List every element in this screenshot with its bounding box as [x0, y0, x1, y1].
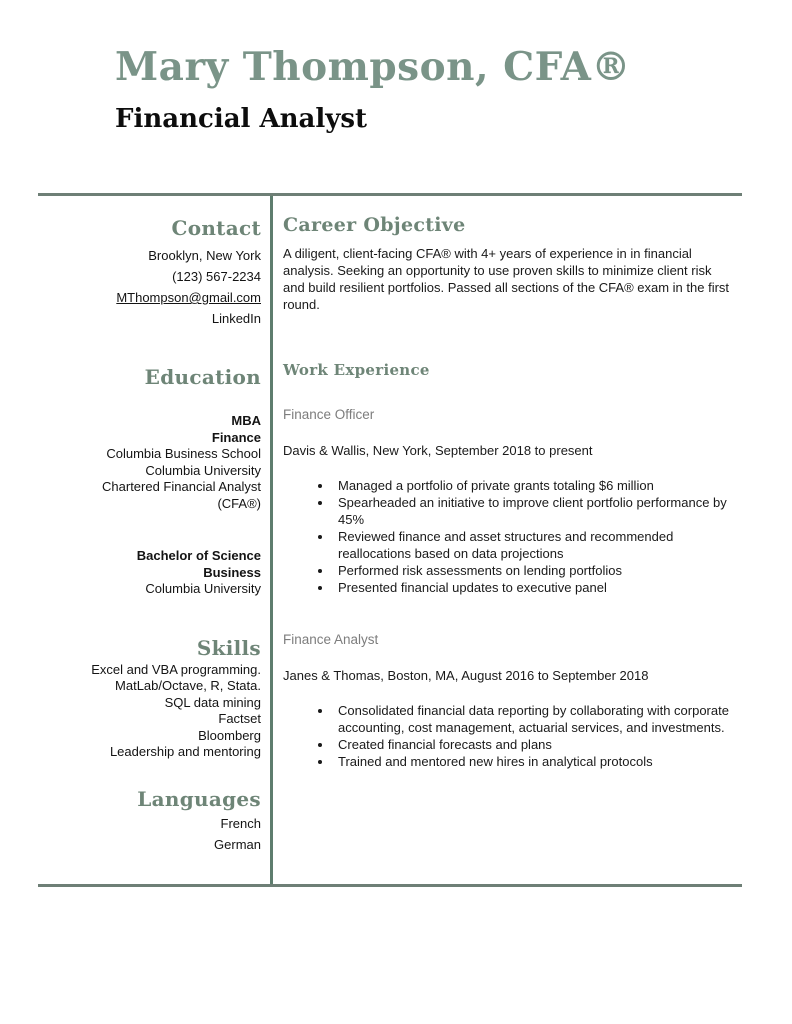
job-entry [283, 632, 742, 770]
language-item: German [214, 836, 261, 852]
skill-item: Bloomberg [198, 727, 261, 743]
job-bullet: • Reviewed finance and asset structures and recommended reallocations based on data projections [333, 528, 742, 562]
education-major: Finance [211, 429, 261, 445]
job-bullet-list [283, 702, 742, 770]
job-title: Finance Analyst [283, 632, 379, 647]
education-degree: Bachelor of Science [136, 548, 261, 563]
job-meta: Janes & Thomas, Boston, MA, August 2016 to September 2018 [283, 668, 649, 683]
language-item: French [220, 815, 261, 831]
skill-item: Factset [218, 711, 261, 726]
education-detail: Columbia Business School [106, 446, 261, 461]
job-bullet: • Created financial forecasts and plans [333, 736, 742, 753]
contact-list [38, 245, 261, 329]
candidate-name: Mary Thompson, CFA® [115, 44, 631, 90]
contact-email-link[interactable]: MThompson@gmail.com [116, 290, 261, 305]
education-heading: Education [144, 365, 261, 389]
skill-item: Leadership and mentoring [109, 744, 261, 759]
education-degree: MBA [231, 413, 261, 428]
education-detail: (CFA®) [217, 495, 261, 511]
job-meta: Davis & Wallis, New York, September 2018 to present [283, 443, 593, 458]
skill-item: MatLab/Octave, R, Stata. [115, 678, 261, 693]
education-detail: Chartered Financial Analyst [102, 479, 261, 494]
job-bullet: • Trained and mentored new hires in analytical protocols [333, 753, 742, 770]
job-entry [283, 407, 742, 596]
resume-body [38, 196, 742, 884]
job-bullet: • Managed a portfolio of private grants totaling $6 million [333, 477, 742, 494]
bottom-rule [38, 884, 742, 887]
candidate-title: Financial Analyst [115, 104, 368, 134]
job-bullet: • Spearheaded an initiative to improve client portfolio performance by 45% [333, 494, 742, 528]
objective-text: A diligent, client-facing CFA® with 4+ years of experience in in financial analysis. Seeking an opportunity to use proven skills to minimize client risk and build resilient portfolios. Passed all sections of the CFA® exam in the first round. [283, 246, 730, 312]
languages-heading: Languages [137, 786, 261, 811]
education-detail: Columbia University [145, 581, 261, 596]
skill-item: Excel and VBA programming. [91, 661, 261, 677]
languages-list [38, 813, 261, 855]
sidebar-column [38, 196, 270, 884]
main-column [273, 196, 742, 884]
skills-heading: Skills [196, 635, 261, 660]
job-bullet: • Performed risk assessments on lending portfolios [333, 562, 742, 579]
skill-item: SQL data mining [164, 694, 261, 710]
education-detail: Columbia University [145, 462, 261, 478]
contact-linkedin-link[interactable]: LinkedIn [211, 311, 261, 326]
job-bullet: • Presented financial updates to executive panel [333, 579, 742, 596]
contact-location: Brooklyn, New York [148, 248, 261, 263]
education-major: Business [203, 564, 261, 580]
contact-heading: Contact [171, 216, 261, 240]
education-entry [38, 413, 261, 512]
work-experience-heading: Work Experience [283, 361, 430, 379]
job-bullet: • Consolidated financial data reporting by collaborating with corporate accounting, cost management, actuarial services, and investments. [333, 702, 742, 736]
resume-header [115, 44, 745, 134]
job-bullet-list [283, 477, 742, 596]
objective-heading: Career Objective [283, 214, 466, 236]
skills-list [38, 662, 261, 761]
contact-phone: (123) 567-2234 [172, 269, 261, 284]
job-title: Finance Officer [283, 407, 375, 422]
education-entry [38, 548, 261, 598]
